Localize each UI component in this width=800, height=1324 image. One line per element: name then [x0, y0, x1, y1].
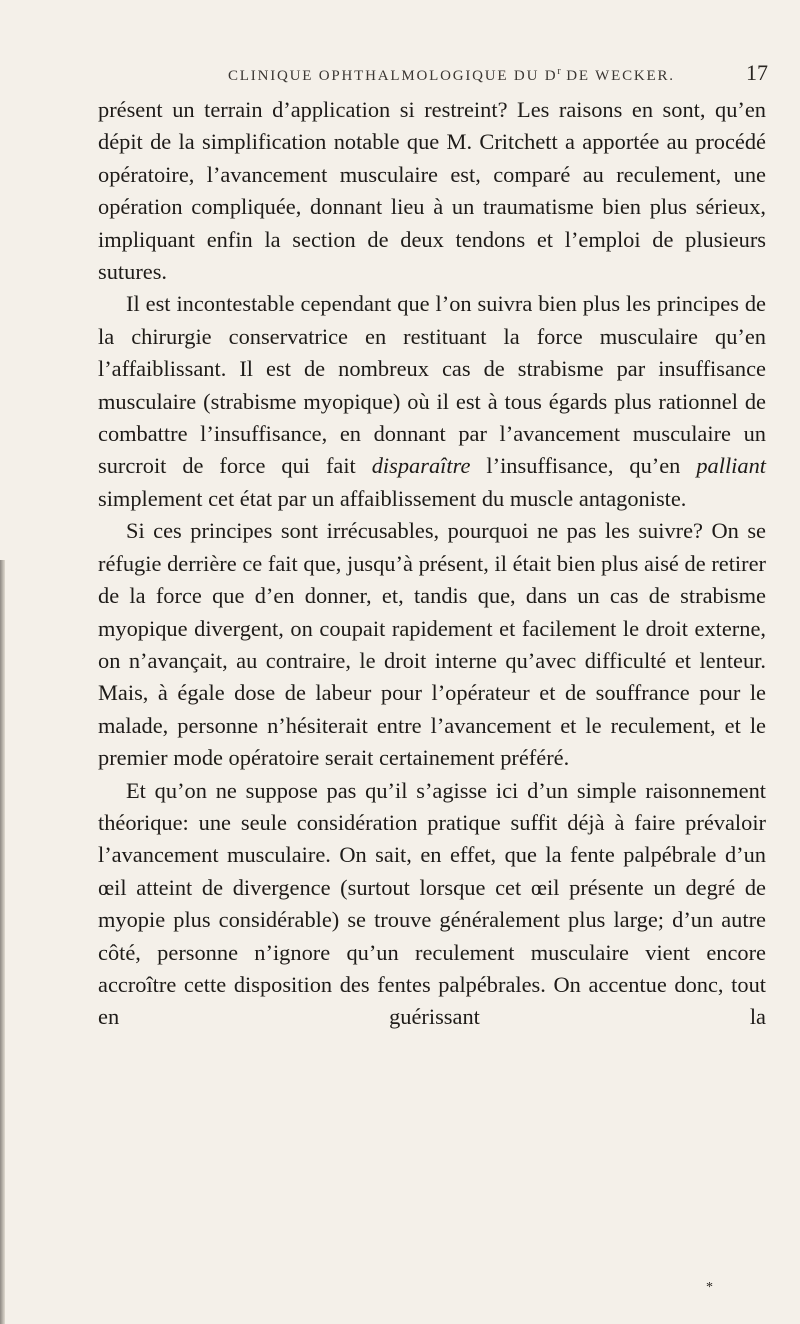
paragraph-text: Si ces principes sont irrécusables, pourquoi ne pas les suivre? On se réfugie derrière ce fait que, jusqu’à présent, il était bien plus aisé de retirer de la force que d’en donner, et, tandis que, dans un cas de strabisme myopique divergent, on coupait rapidement et facilement le droit externe, on n’avançait, au contraire, le droit interne qu’avec difficulté et lenteur. Mais, à égale dose de labeur pour l’opérateur et de souffrance pour le malade, personne n’hésiterait entre l’avancement et le reculement, et le premier mode opératoire serait certainement préféré. — [98, 518, 766, 771]
paragraph-1 — [98, 94, 766, 288]
italic-word: disparaître — [371, 453, 471, 479]
paragraph-4 — [98, 775, 766, 1034]
running-head-title — [228, 66, 675, 85]
footer-asterisk: * — [706, 1280, 713, 1295]
paragraph-text: Il est incontestable cependant que l’on suivra bien plus les principes de la chirurgie conservatrice en restituant la force musculaire qu’en l’affaiblissant. Il est de nombreux cas de strabisme par insuffisance musculaire (strabisme myopique) où il est à tous égards plus rationnel de combattre l’insuffisance, en donnant par l’avancement musculaire un surcroit de force qui fait — [98, 291, 766, 479]
running-head-title-superscript: r — [557, 66, 561, 77]
running-head-title-part: DE WECKER. — [560, 68, 675, 84]
paragraph-2 — [98, 288, 766, 515]
running-head-title-part: CLINIQUE OPHTHALMOLOGIQUE DU D — [228, 68, 558, 84]
paragraph-text: l’insuffisance, qu’en — [470, 453, 697, 479]
italic-word: palliant — [696, 453, 767, 479]
paragraph-3 — [98, 515, 766, 774]
paragraph-text: Et qu’on ne suppose pas qu’il s’agisse ici d’un simple raisonnement théorique: une seule considération pratique suffit déjà à faire prévaloir l’avancement musculaire. On sait, en effet, que la fente palpébrale d’un œil atteint de divergence (surtout lorsque cet œil présente un degré de myopie plus considérable) se trouve généralement plus large; d’un autre côté, personne n’ignore qu’un reculement musculaire vient encore accroître cette disposition des fentes palpébrales. On accentue donc, tout en guérissant la — [98, 777, 766, 1030]
body-text — [98, 94, 766, 1034]
page-edge-shadow — [0, 560, 5, 1324]
page-number: 17 — [746, 60, 768, 85]
paragraph-text: présent un terrain d’application si restreint? Les raisons en sont, qu’en dépit de la simplification notable que M. Critchett a apportée au procédé opératoire, l’avancement musculaire est, comparé au reculement, une opération compliquée, donnant lieu à un traumatisme bien plus sérieux, impliquant enfin la section de deux tendons et l’emploi de plusieurs sutures. — [98, 97, 766, 285]
running-head — [228, 62, 768, 92]
paragraph-text: simplement cet état par un affaiblissement du muscle antagoniste. — [98, 485, 687, 511]
